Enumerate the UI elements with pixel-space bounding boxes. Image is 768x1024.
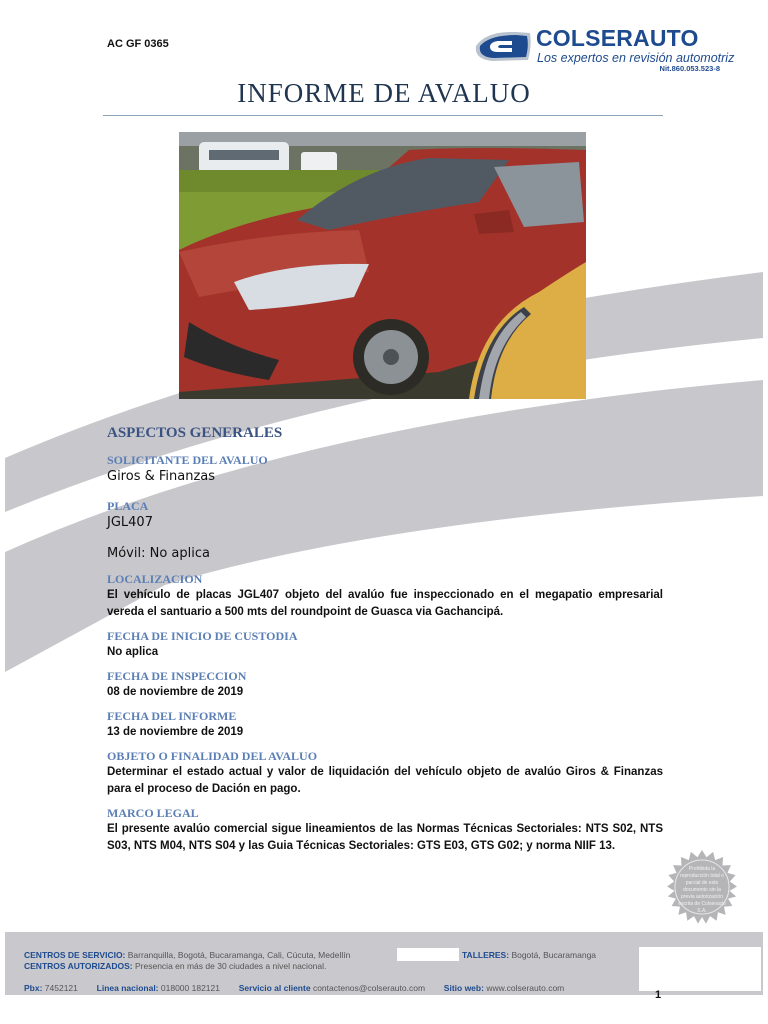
redacted-block [639,947,761,991]
footer-talleres: TALLERES: Bogotá, Bucaramanga [462,950,597,960]
objeto-value: Determinar el estado actual y valor de liquidación del vehículo objeto de avalúo Giros & Finanzas para el proceso de Dación en pago. [107,766,663,795]
logo-name: COLSERAUTO [536,25,699,51]
placa-value: JGL407 [107,515,153,530]
vehicle-photo [179,132,586,399]
linea-nacional-number: 018000 182121 [160,983,220,993]
logo-tagline: Los expertos en revisión automotriz [537,51,735,65]
fecha-inspeccion-label: FECHA DE INSPECCION [107,669,247,683]
logo-emblem-icon [472,29,534,63]
fecha-custodia-value: No aplica [107,646,159,658]
page-title: INFORME DE AVALUO [237,78,531,108]
solicitante-label: SOLICITANTE DEL AVALUO [107,453,268,467]
footer-contact-row: Pbx: 7452121 Linea nacional: 018000 182121 Servicio al cliente contactenos@colserauto.com Sitio web: www.colserauto.com [24,983,565,993]
movil-value: Móvil: No aplica [107,546,210,561]
fecha-informe-value: 13 de noviembre de 2019 [107,726,244,738]
fecha-inspeccion-value: 08 de noviembre de 2019 [107,686,244,698]
pbx-number: 7452121 [44,983,78,993]
footer-centros-servicio: CENTROS DE SERVICIO: Barranquilla, Bogotá, Bucaramanga, Cali, Cúcuta, Medellín [24,950,351,960]
website-link[interactable]: www.colserauto.com [486,983,565,993]
redacted-block [397,948,459,961]
colserauto-logo [472,25,735,75]
page-number: 1 [655,989,662,1001]
marco-legal-label: MARCO LEGAL [107,806,199,820]
logo-nit: Nit.860.053.523-8 [659,64,720,73]
section-heading: ASPECTOS GENERALES [107,425,283,441]
marco-legal-value: El presente avalúo comercial sigue lineamientos de las Normas Técnicas Sectoriales: NTS S02, NTS S03, NTS M04, NTS S04 y las Guia Técnicas Sectoriales: GTS E03, GTS G02; y norma NIIF 13. [107,823,663,852]
localizacion-label: LOCALIZACION [107,572,203,586]
email-link[interactable]: contactenos@colserauto.com [312,983,426,993]
objeto-label: OBJETO O FINALIDAD DEL AVALUO [107,749,318,763]
document-code: AC GF 0365 [107,38,169,50]
copyright-seal-stamp [660,848,744,932]
page-footer [5,932,763,995]
footer-centros-autorizados: CENTROS AUTORIZADOS: Presencia en más de 30 ciudades a nivel nacional. [24,961,327,971]
solicitante-value: Giros & Finanzas [107,469,216,484]
localizacion-value: El vehículo de placas JGL407 objeto del avalúo fue inspeccionado en el megapatio empresarial vereda el santuario a 500 mts del roundpoint de Guasca via Gachancipá. [107,589,663,618]
seal-text: Prohibida la reproducción total o parcial de este documento sin la previa autorización escrita de Colserauto S.A. [678,866,726,914]
fecha-custodia-label: FECHA DE INICIO DE CUSTODIA [107,629,298,643]
title-divider [103,115,663,116]
aspectos-generales-section [107,425,663,855]
placa-label: PLACA [107,499,149,513]
fecha-informe-label: FECHA DEL INFORME [107,709,237,723]
